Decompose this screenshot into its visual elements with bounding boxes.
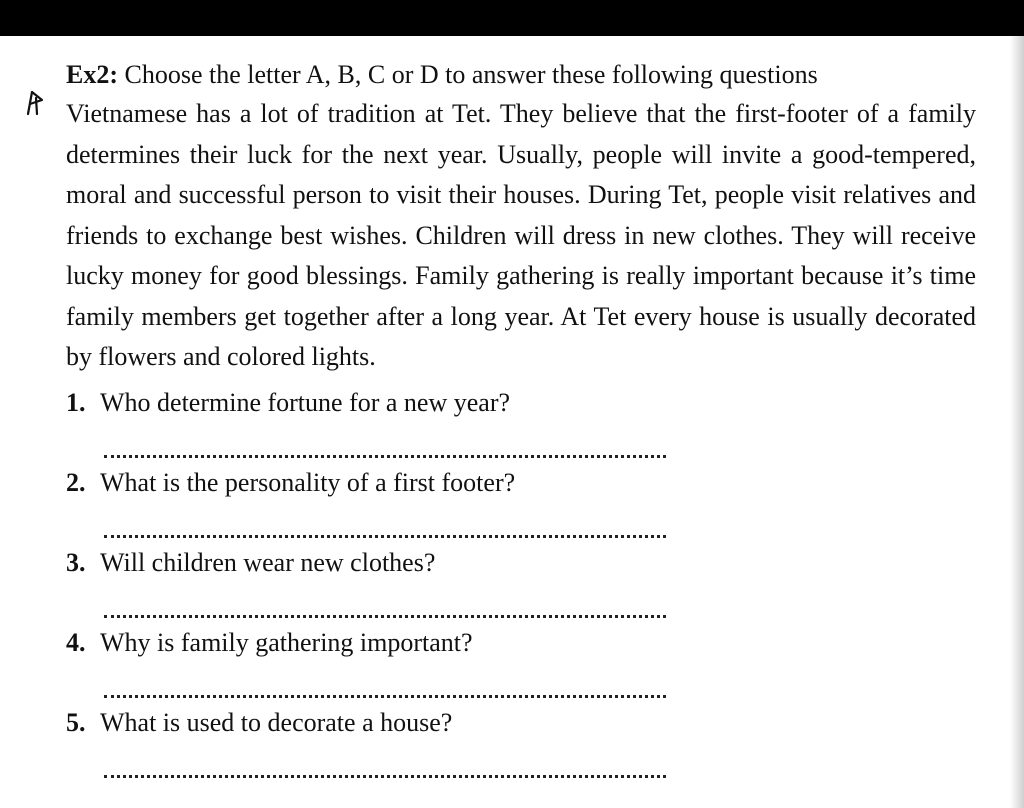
reading-passage: Vietnamese has a lot of tradition at Tet. They believe that the first-footer of a family determines their luck for the next year. Usually, people will invite a good-tempered, moral and successful person to visit their houses. During Tet, people visit relatives and friends to exchange best wishes. Children will dress in new clothes. They will receive lucky money for good blessings. Family gathering is really important because it’s time family members get together after a long year. At Tet every house is usually decorated by flowers and colored lights. (66, 99, 976, 371)
answer-line[interactable] (104, 422, 666, 458)
question-number: 1. (66, 387, 86, 417)
question-item (66, 624, 976, 698)
question-text: What is used to decorate a house? (100, 707, 453, 737)
question-text: Why is family gathering important? (100, 627, 473, 657)
question-number: 2. (66, 467, 86, 497)
exercise-label: Ex2: (66, 60, 118, 89)
question-text: What is the personality of a first footer? (100, 467, 516, 497)
answer-line[interactable] (104, 662, 666, 698)
question-number: 5. (66, 707, 86, 737)
exercise-instruction: Choose the letter A, B, C or D to answer these following questions (124, 60, 818, 89)
question-item (66, 384, 976, 458)
page-edge-shadow (1010, 36, 1024, 808)
worksheet (66, 56, 976, 780)
question-text: Will children wear new clothes? (100, 547, 436, 577)
question-item (66, 464, 976, 538)
question-number: 4. (66, 627, 86, 657)
question-item (66, 544, 976, 618)
question-list (66, 384, 976, 778)
answer-line[interactable] (104, 582, 666, 618)
question-text: Who determine fortune for a new year? (100, 387, 511, 417)
handwritten-mark-icon (24, 88, 50, 118)
question-item (66, 704, 976, 778)
answer-line[interactable] (104, 502, 666, 538)
exercise-heading (66, 56, 976, 94)
photo-top-border (0, 0, 1024, 36)
question-number: 3. (66, 547, 86, 577)
answer-line[interactable] (104, 742, 666, 778)
